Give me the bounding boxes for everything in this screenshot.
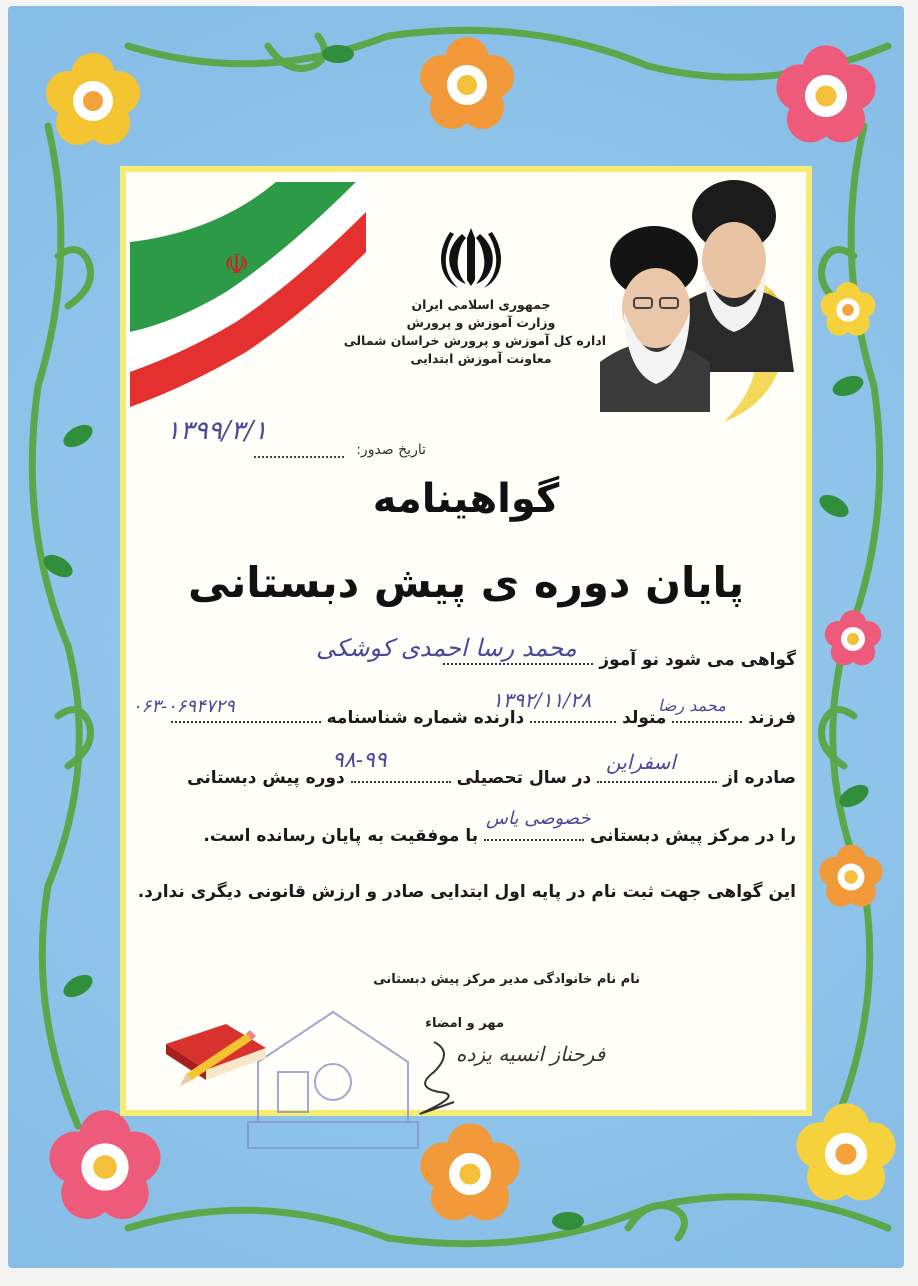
father-name: محمد رضا bbox=[658, 696, 726, 715]
director-label: نام نام خانوادگی مدیر مرکز پیش دبستانی bbox=[373, 972, 640, 987]
flower-icon bbox=[412, 1116, 528, 1232]
certificate-title: گواهینامه bbox=[372, 476, 560, 522]
certificate-body bbox=[120, 166, 812, 1116]
student-name: محمد رسا احمدی کوشکی bbox=[316, 634, 577, 662]
flower-icon bbox=[816, 278, 880, 342]
iran-emblem-icon bbox=[436, 224, 506, 290]
flower-icon bbox=[820, 606, 886, 672]
born-label: متولد bbox=[622, 708, 667, 728]
iran-flag-icon bbox=[126, 172, 366, 412]
certificate-page bbox=[8, 6, 904, 1268]
body-line-4 bbox=[203, 826, 796, 846]
issue-date-line bbox=[254, 444, 344, 458]
id-label: دارنده شماره شناسنامه bbox=[326, 708, 525, 728]
flower-icon bbox=[768, 38, 884, 154]
province-office: اداره کل آموزش و پرورش خراسان شمالی bbox=[343, 333, 606, 348]
issue-date-label: تاریخ صدور: bbox=[356, 442, 426, 458]
flower-icon bbox=[412, 30, 522, 140]
id-number: ۰۶۳-۰۶۹۴۷۲۹ bbox=[132, 696, 235, 717]
line4-suffix: با موفقیت به پایان رسانده است. bbox=[203, 826, 479, 846]
deputy-office: معاونت آموزش ابتدایی bbox=[410, 351, 552, 366]
certificate-subtitle: پایان دوره ی پیش دبستانی bbox=[187, 558, 745, 607]
svg-text:☫: ☫ bbox=[224, 248, 250, 281]
ministry-header bbox=[343, 296, 606, 368]
birth-date: ۱۳۹۲/۱۱/۲۸ bbox=[492, 688, 592, 712]
director-signature: فرحناز انسیه یزده bbox=[456, 1042, 606, 1066]
year-label: در سال تحصیلی bbox=[456, 768, 592, 788]
portrait-icon bbox=[594, 172, 806, 432]
issued-place: اسفراین bbox=[606, 750, 676, 774]
body-line-3 bbox=[187, 768, 796, 788]
flower-icon bbox=[38, 46, 148, 156]
country-name: جمهوری اسلامی ایران bbox=[411, 297, 551, 312]
line1-prefix: گواهی می شود نو آموز bbox=[599, 650, 796, 670]
book-pencil-icon bbox=[156, 1014, 276, 1094]
course-label: دوره پیش دبستانی bbox=[187, 768, 345, 788]
school-year: ۹۸-۹۹ bbox=[332, 748, 387, 773]
issue-date-value: ۱۳۹۹/۳/۱ bbox=[166, 416, 268, 446]
line3-prefix: صادره از bbox=[723, 768, 796, 788]
line4-prefix: را در مرکز پیش دبستانی bbox=[589, 826, 796, 846]
body-line-5: این گواهی جهت ثبت نام در پایه اول ابتدایی صادر و ارزش قانونی دیگری ندارد. bbox=[137, 882, 796, 902]
seal-label: مهر و امضاء bbox=[425, 1016, 504, 1031]
line2-prefix: فرزند bbox=[748, 708, 796, 728]
flower-icon bbox=[814, 840, 888, 914]
ministry-name: وزارت آموزش و پرورش bbox=[406, 315, 556, 330]
flower-icon bbox=[40, 1102, 170, 1232]
center-name: خصوصی یاس bbox=[486, 808, 591, 829]
